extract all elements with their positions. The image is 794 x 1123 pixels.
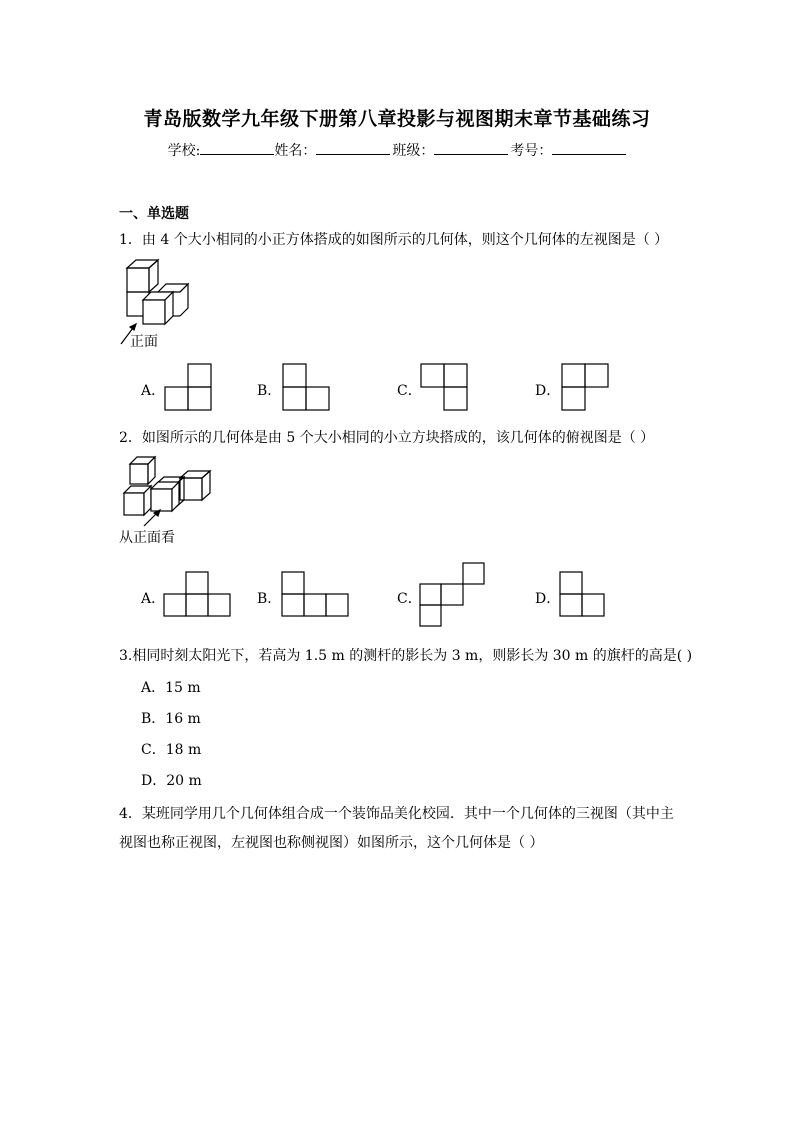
q1-option-b-label[interactable]: B． bbox=[257, 383, 282, 399]
q1-option-a-figure[interactable] bbox=[164, 363, 214, 413]
school-blank[interactable] bbox=[200, 142, 274, 155]
q3-option-c[interactable]: C．18 m bbox=[141, 742, 202, 758]
q1-option-c-label[interactable]: C． bbox=[397, 383, 422, 399]
question-2-text: 2．如图所示的几何体是由 5 个大小相同的小立方块搭成的，该几何体的俯视图是（ ） bbox=[119, 430, 655, 446]
q3-option-b[interactable]: B．16 m bbox=[141, 711, 201, 727]
q2-option-b-label[interactable]: B． bbox=[257, 591, 282, 607]
q1-figure-caption: 正面 bbox=[130, 334, 158, 350]
section-heading: 一、单选题 bbox=[119, 206, 189, 222]
question-4-text: 4．某班同学用几个几何体组合成一个装饰品美化校园．其中一个几何体的三视图（其中主视图也称正视图，左视图也称侧视图）如图所示，这个几何体是（ ） bbox=[119, 806, 674, 851]
class-blank[interactable] bbox=[434, 142, 508, 155]
class-label: 班级： bbox=[392, 143, 435, 159]
student-info-line bbox=[0, 140, 794, 160]
page-title: 青岛版数学九年级下册第八章投影与视图期末章节基础练习 bbox=[143, 108, 651, 130]
q1-option-d-label[interactable]: D． bbox=[535, 383, 561, 399]
q2-option-a-label[interactable]: A． bbox=[141, 591, 166, 607]
name-blank[interactable] bbox=[316, 142, 390, 155]
q2-option-c-label[interactable]: C． bbox=[397, 591, 422, 607]
q3-option-d[interactable]: D．20 m bbox=[141, 773, 202, 789]
q1-option-a-label[interactable]: A． bbox=[141, 383, 166, 399]
q2-figure-caption: 从正面看 bbox=[119, 530, 175, 546]
exam-no-blank[interactable] bbox=[552, 142, 626, 155]
q2-option-b-figure[interactable] bbox=[281, 571, 353, 621]
q1-option-d-figure[interactable] bbox=[561, 363, 611, 413]
school-label: 学校: bbox=[167, 143, 201, 159]
q2-option-d-label[interactable]: D． bbox=[535, 591, 561, 607]
q1-option-b-figure[interactable] bbox=[282, 363, 332, 413]
question-1-text: 1．由 4 个大小相同的小正方体搭成的如图所示的几何体，则这个几何体的左视图是（ ） bbox=[119, 232, 669, 248]
q1-cube-front bbox=[127, 268, 149, 292]
name-label: 姓名： bbox=[274, 143, 317, 159]
q2-option-c-figure[interactable] bbox=[419, 562, 491, 634]
exam-no-label: 考号： bbox=[510, 143, 553, 159]
question-3-text: 3.相同时刻太阳光下，若高为 1.5 m 的测杆的影长为 3 m，则影长为 30 m 的旗杆的高是( ) bbox=[119, 648, 693, 664]
q3-option-a[interactable]: A．15 m bbox=[141, 680, 201, 696]
q1-option-c-figure[interactable] bbox=[420, 363, 470, 413]
q2-option-d-figure[interactable] bbox=[559, 571, 611, 621]
q2-solid-figure bbox=[118, 455, 218, 535]
q2-option-a-figure[interactable] bbox=[163, 571, 235, 621]
